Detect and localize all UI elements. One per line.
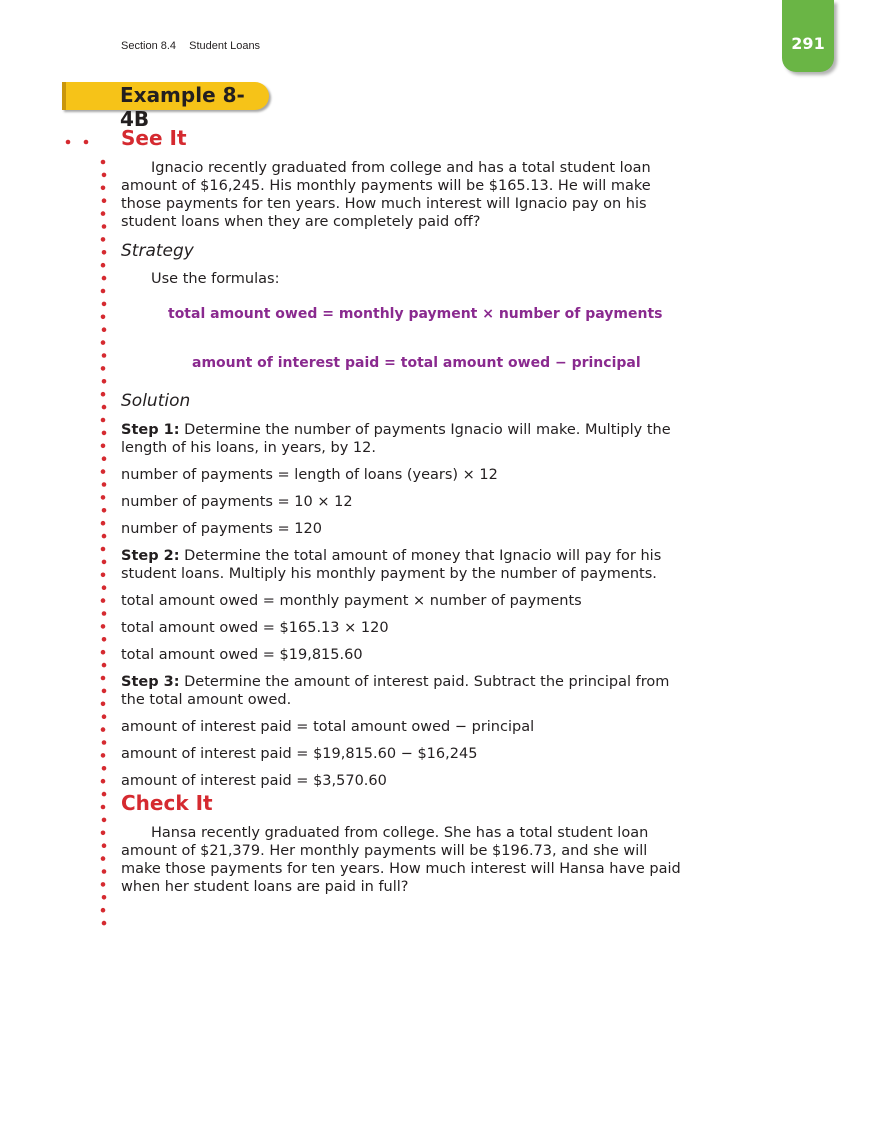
margin-dot — [102, 637, 107, 642]
margin-dot — [101, 676, 106, 681]
margin-dot — [101, 340, 106, 345]
margin-dot — [101, 186, 106, 191]
margin-dot — [102, 431, 107, 436]
main-content — [121, 125, 681, 896]
margin-dot — [102, 353, 107, 358]
margin-dot — [102, 585, 107, 590]
margin-dot — [102, 766, 107, 771]
margin-dot — [102, 198, 107, 203]
margin-dot — [101, 856, 106, 861]
page-number: 291 — [791, 34, 825, 53]
margin-dot — [101, 727, 106, 732]
step-1-equation: number of payments = 10 × 12 — [121, 494, 353, 510]
strategy-text: Use the formulas: — [151, 271, 280, 287]
margin-dot — [101, 521, 106, 526]
margin-dot — [102, 405, 107, 410]
step-2-text: Determine the total amount of money that Ignacio will pay for his student loans. Multiply his monthly payment by the number of payments. — [121, 548, 662, 582]
formula-total-owed: total amount owed = monthly payment × number of payments — [168, 306, 663, 322]
margin-dot — [101, 495, 106, 500]
margin-dot — [101, 547, 106, 552]
margin-dot — [101, 289, 106, 294]
margin-dot — [101, 650, 106, 655]
step-2 — [121, 547, 681, 583]
margin-dot — [101, 908, 106, 913]
margin-dot — [102, 482, 107, 487]
check-it-problem: Hansa recently graduated from college. She has a total student loan amount of $21,379. Her monthly payments will be $196.73, and she will make those payments for ten years. How much interest will Hansa have paid when her student loans are paid in full? — [121, 825, 681, 895]
margin-dot — [102, 276, 107, 281]
margin-dot — [101, 805, 106, 810]
step-1-equation: number of payments = length of loans (years) × 12 — [121, 467, 498, 483]
margin-dot — [102, 869, 107, 874]
margin-dot — [101, 882, 106, 887]
margin-dot — [102, 921, 107, 926]
example-title: Example 8-4B — [120, 83, 245, 131]
step-3 — [121, 673, 681, 709]
margin-dot — [101, 211, 106, 216]
margin-dot — [101, 469, 106, 474]
margin-dot — [101, 263, 106, 268]
running-header — [121, 40, 260, 52]
margin-dot — [102, 689, 107, 694]
see-it-problem: Ignacio recently graduated from college and has a total student loan amount of $16,245. His monthly payments will be $165.13. He will make those payments for ten years. How much interest will Ignacio pay on his student loans when they are completely paid off? — [121, 160, 651, 230]
step-1-text: Determine the number of payments Ignacio will make. Multiply the length of his loans, in years, by 12. — [121, 422, 671, 456]
margin-dot — [102, 379, 107, 384]
step-3-equation: amount of interest paid = $19,815.60 − $16,245 — [121, 746, 478, 762]
margin-dot — [102, 818, 107, 823]
margin-dot — [102, 560, 107, 565]
margin-dot — [101, 779, 106, 784]
step-1 — [121, 421, 681, 457]
margin-dot — [101, 160, 106, 165]
formula-interest-paid: amount of interest paid = total amount owed − principal — [192, 355, 641, 371]
margin-dot — [101, 392, 106, 397]
margin-dot — [102, 302, 107, 307]
margin-dot — [102, 792, 107, 797]
margin-dot — [102, 663, 107, 668]
margin-dot — [102, 456, 107, 461]
margin-dot — [101, 444, 106, 449]
margin-dot — [102, 250, 107, 255]
margin-dot — [102, 173, 107, 178]
margin-dot — [101, 315, 106, 320]
step-1-equation: number of payments = 120 — [121, 521, 322, 537]
dotted-margin-decoration — [0, 0, 110, 1123]
margin-dot — [101, 598, 106, 603]
strategy-heading: Strategy — [121, 241, 194, 261]
check-it-heading: Check It — [121, 791, 213, 815]
margin-dot — [101, 753, 106, 758]
margin-dot — [102, 740, 107, 745]
section-number: Section 8.4 — [121, 40, 177, 52]
margin-dot — [102, 508, 107, 513]
margin-dot — [101, 831, 106, 836]
margin-dot — [102, 534, 107, 539]
page-number-tab — [782, 0, 834, 72]
solution-heading: Solution — [121, 391, 191, 411]
margin-dot — [102, 895, 107, 900]
margin-dot — [101, 237, 106, 242]
margin-dot — [101, 418, 106, 423]
margin-dot — [102, 843, 107, 848]
see-it-heading: See It — [121, 126, 187, 150]
margin-dot — [102, 714, 107, 719]
step-2-equation: total amount owed = $165.13 × 120 — [121, 620, 389, 636]
margin-dot — [101, 624, 106, 629]
margin-dot — [84, 140, 89, 145]
step-1-label: Step 1: — [121, 422, 180, 438]
margin-dot — [102, 611, 107, 616]
margin-dot — [102, 224, 107, 229]
margin-dot — [102, 327, 107, 332]
margin-dot — [66, 140, 71, 145]
margin-dot — [101, 702, 106, 707]
section-title: Student Loans — [189, 40, 261, 52]
step-2-label: Step 2: — [121, 548, 180, 564]
step-3-text: Determine the amount of interest paid. Subtract the principal from the total amount owed. — [121, 674, 670, 708]
step-3-label: Step 3: — [121, 674, 180, 690]
step-2-equation: total amount owed = $19,815.60 — [121, 647, 363, 663]
step-3-equation: amount of interest paid = total amount owed − principal — [121, 719, 535, 735]
margin-dot — [101, 366, 106, 371]
step-2-equation: total amount owed = monthly payment × number of payments — [121, 593, 582, 609]
step-3-equation: amount of interest paid = $3,570.60 — [121, 773, 387, 789]
margin-dot — [101, 573, 106, 578]
